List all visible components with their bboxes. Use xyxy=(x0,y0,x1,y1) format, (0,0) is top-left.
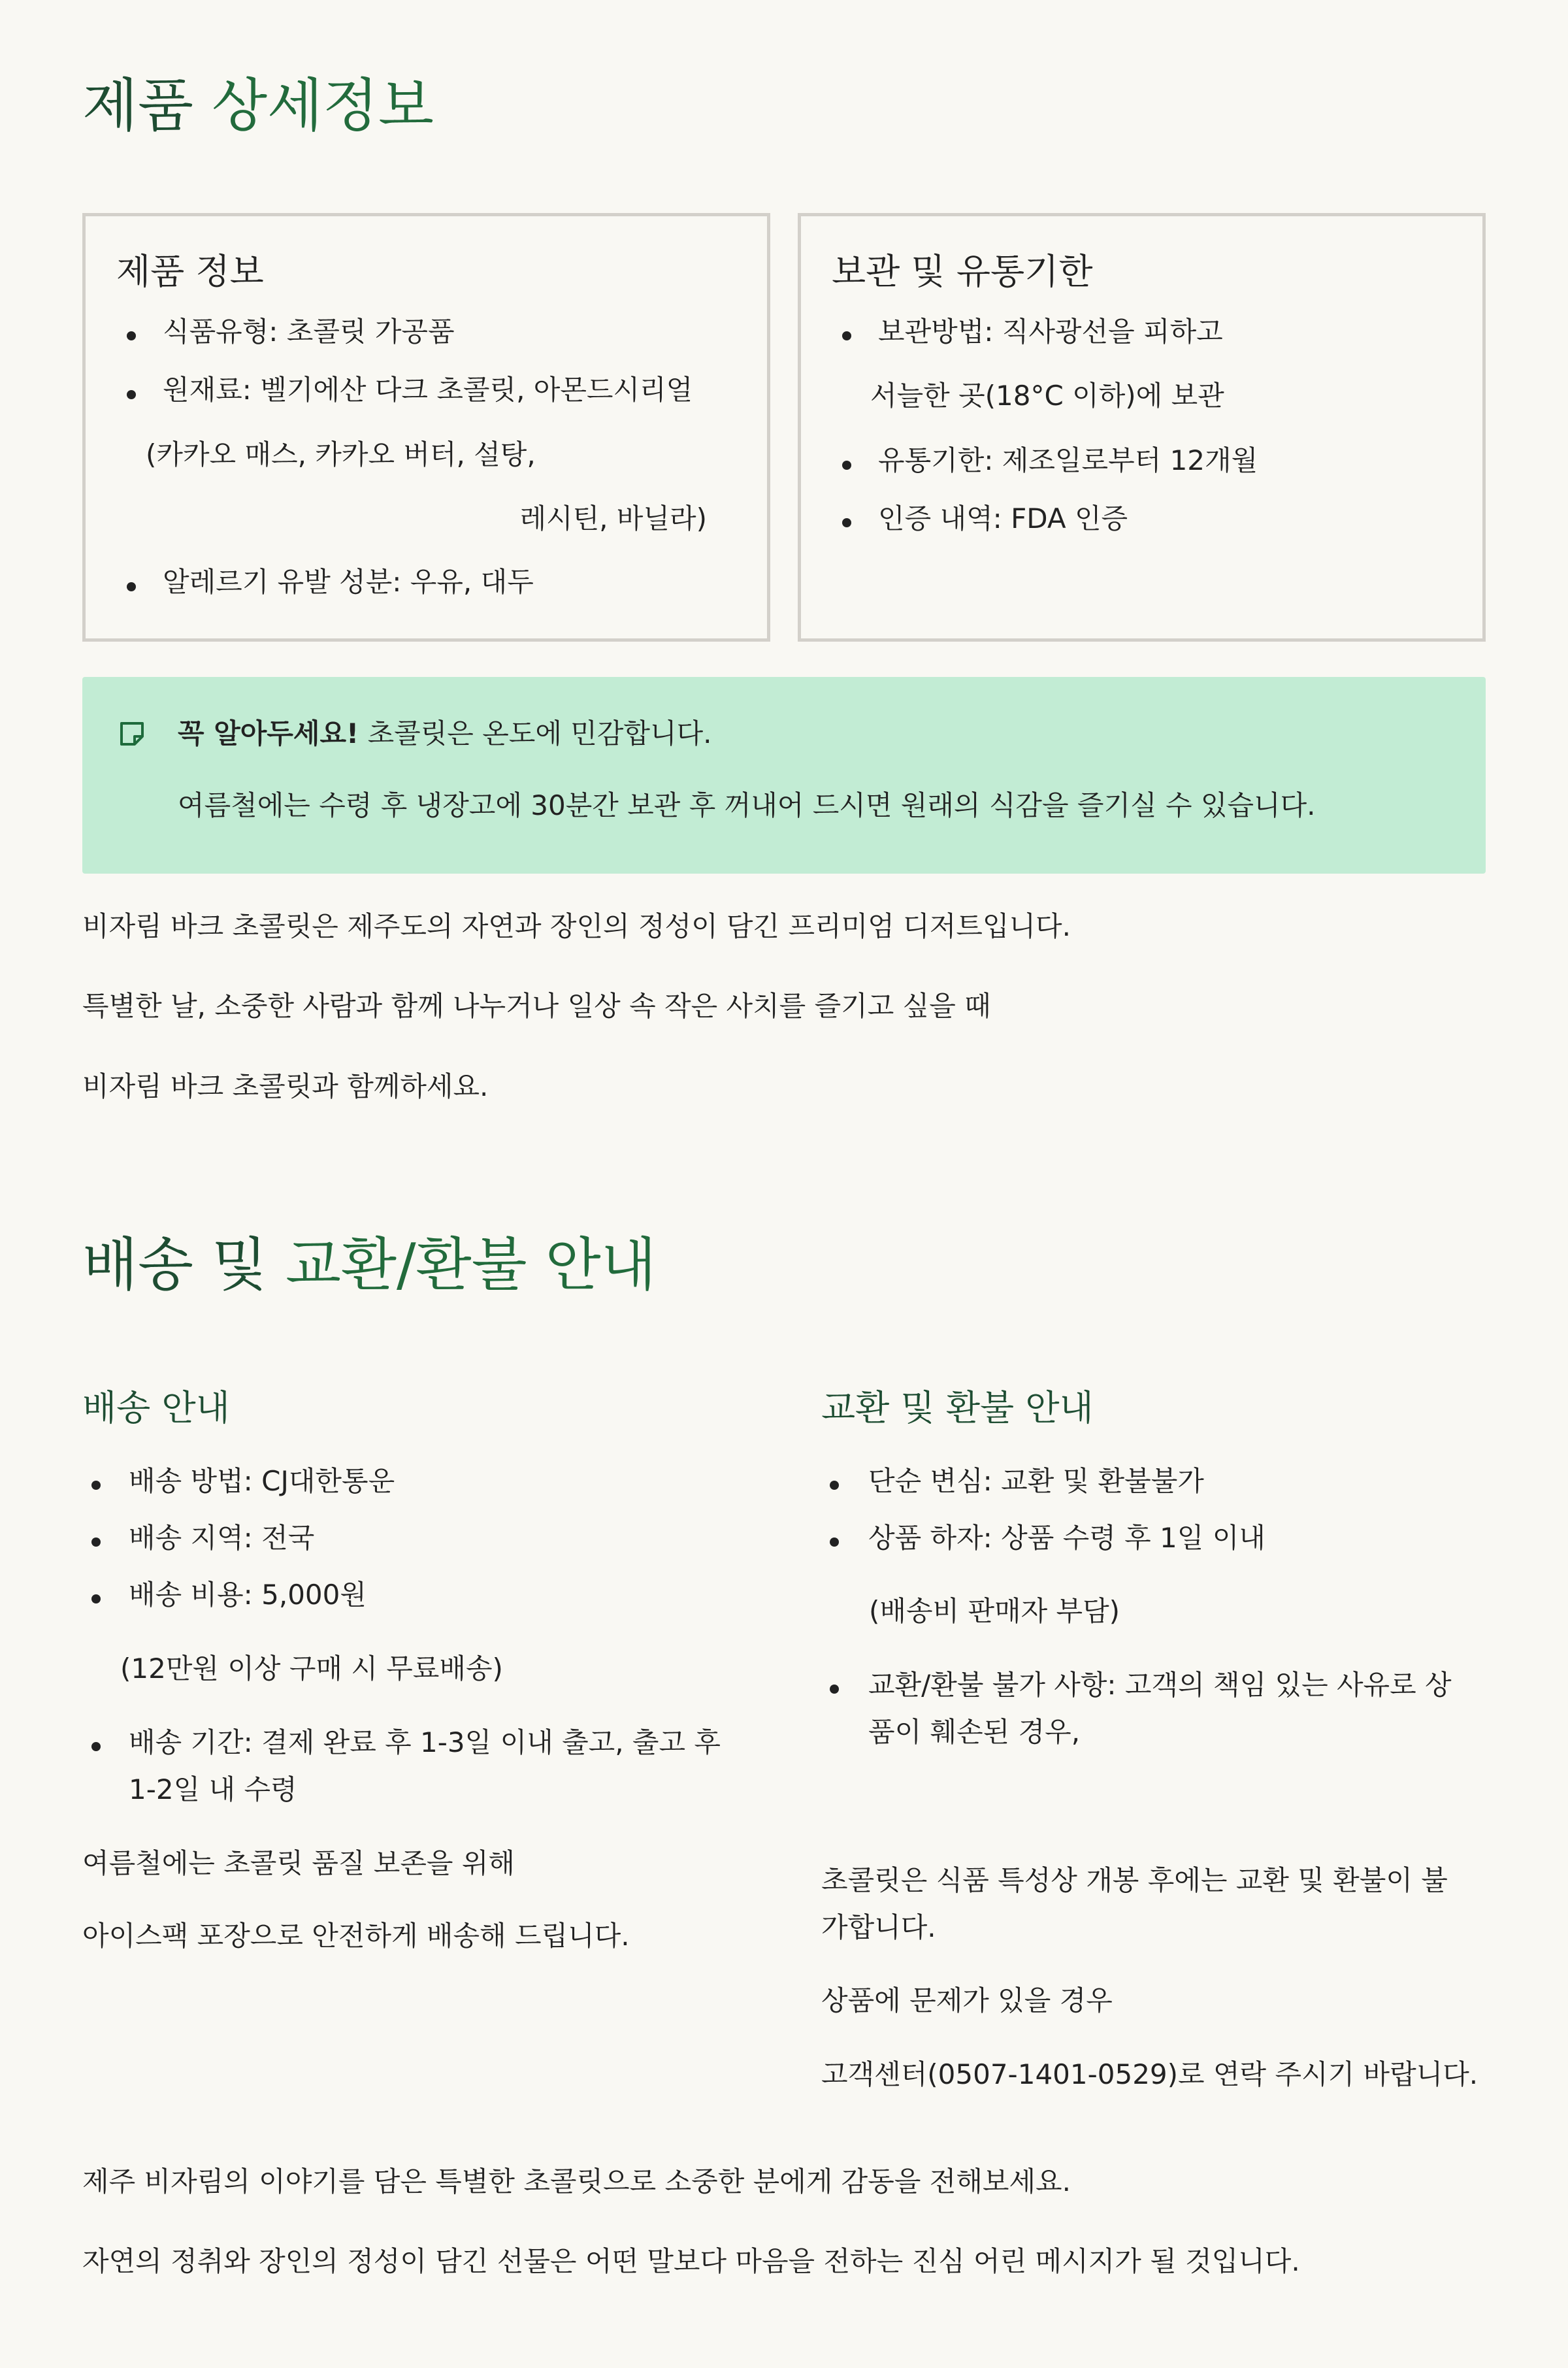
closing-line2: 자연의 정취와 장인의 정성이 담긴 선물은 어떤 말보다 마음을 전하는 진심 어린 메시지가 될 것입니다. xyxy=(82,2245,1300,2277)
bullet xyxy=(91,1742,101,1751)
closing-line1: 제주 비자림의 이야기를 담은 특별한 초콜릿으로 소중한 분에게 감동을 전해보세요. xyxy=(82,2165,1071,2197)
refund-defect: 상품 하자: 상품 수령 후 1일 이내 xyxy=(868,1522,1266,1554)
bullet xyxy=(91,1481,101,1490)
shipping-note-line2: 아이스팩 포장으로 안전하게 배송해 드립니다. xyxy=(82,1920,630,1952)
notice-box xyxy=(82,677,1486,874)
bullet xyxy=(91,1594,101,1603)
product-info-card xyxy=(82,213,770,642)
card-title: 보관 및 유통기한 xyxy=(832,251,1093,292)
bullet xyxy=(127,390,136,399)
refund-note3: 고객센터(0507-1401-0529)로 연락 주시기 바랍니다. xyxy=(821,2058,1478,2090)
storage-item-method: 보관방법: 직사광선을 피하고 xyxy=(878,316,1223,348)
shipping-section-title xyxy=(82,1231,657,1298)
page-title xyxy=(82,72,434,139)
shipping-title-part1: 배송 및 xyxy=(82,1231,267,1298)
info-item-ingredients: 원재료: 벨기에산 다크 초콜릿, 아몬드시리얼 xyxy=(163,374,693,406)
bullet xyxy=(127,331,136,340)
storage-item-certification: 인증 내역: FDA 인증 xyxy=(878,502,1128,534)
shipping-title: 배송 안내 xyxy=(82,1387,230,1428)
notice-line1-text: 초콜릿은 온도에 민감합니다. xyxy=(359,717,712,749)
shipping-method: 배송 방법: CJ대한통운 xyxy=(129,1465,395,1497)
page-title-part1: 제품 xyxy=(82,72,194,139)
storage-item-expiry: 유통기한: 제조일로부터 12개월 xyxy=(878,444,1258,476)
refund-note1-line2: 가합니다. xyxy=(821,1911,936,1943)
shipping-period: 배송 기간: 결제 완료 후 1-3일 이내 출고, 출고 후 xyxy=(129,1726,721,1758)
product-desc-line2: 특별한 날, 소중한 사람과 함께 나누거나 일상 속 작은 사치를 즐기고 싶을 때 xyxy=(82,990,991,1022)
refund-exclusions: 교환/환불 불가 사항: 고객의 책임 있는 사유로 상 xyxy=(868,1669,1452,1701)
refund-note1-line1: 초콜릿은 식품 특성상 개봉 후에는 교환 및 환불이 불 xyxy=(821,1864,1448,1896)
storage-item-method-cont: 서늘한 곳(18°C 이하)에 보관 xyxy=(870,380,1224,412)
refund-change-of-mind: 단순 변심: 교환 및 환불불가 xyxy=(868,1465,1204,1497)
shipping-title-part2: 교환/환불 안내 xyxy=(285,1231,657,1298)
shipping-cost: 배송 비용: 5,000원 xyxy=(129,1579,367,1611)
bullet xyxy=(842,518,851,527)
bullet xyxy=(830,1481,839,1490)
product-desc-line1: 비자림 바크 초콜릿은 제주도의 자연과 장인의 정성이 담긴 프리미엄 디저트입니다. xyxy=(82,910,1071,942)
refund-exclusions-cont: 품이 훼손된 경우, xyxy=(868,1716,1081,1748)
shipping-cost-note: (12만원 이상 구매 시 무료배송) xyxy=(120,1653,503,1685)
bullet xyxy=(91,1538,101,1547)
info-item-food-type: 식품유형: 초콜릿 가공품 xyxy=(163,316,455,348)
card-title: 제품 정보 xyxy=(116,251,264,292)
bullet xyxy=(127,582,136,591)
info-item-ingredients-cont2: 레시틴, 바닐라) xyxy=(519,502,707,534)
refund-note2: 상품에 문제가 있을 경우 xyxy=(821,1984,1113,2016)
shipping-region: 배송 지역: 전국 xyxy=(129,1522,315,1554)
bullet xyxy=(842,331,851,340)
bullet xyxy=(830,1538,839,1547)
info-item-allergens: 알레르기 유발 성분: 우유, 대두 xyxy=(163,566,534,598)
bullet xyxy=(830,1685,839,1694)
notice-line2: 여름철에는 수령 후 냉장고에 30분간 보관 후 꺼내어 드시면 원래의 식감을 즐기실 수 있습니다. xyxy=(178,789,1316,821)
bullet xyxy=(842,461,851,470)
refund-defect-note: (배송비 판매자 부담) xyxy=(869,1595,1120,1627)
product-desc-line3: 비자림 바크 초콜릿과 함께하세요. xyxy=(82,1070,489,1102)
storage-card xyxy=(798,213,1486,642)
page-title-part2: 상세정보 xyxy=(212,72,434,139)
notice-line1 xyxy=(178,717,712,750)
shipping-note-line1: 여름철에는 초콜릿 품질 보존을 위해 xyxy=(82,1847,515,1879)
shipping-period-cont: 1-2일 내 수령 xyxy=(129,1773,297,1805)
info-item-ingredients-cont: (카카오 매스, 카카오 버터, 설탕, xyxy=(146,438,536,470)
refund-title: 교환 및 환불 안내 xyxy=(821,1387,1094,1428)
sticky-note-icon xyxy=(118,719,146,748)
notice-bold: 꼭 알아두세요! xyxy=(178,717,359,749)
